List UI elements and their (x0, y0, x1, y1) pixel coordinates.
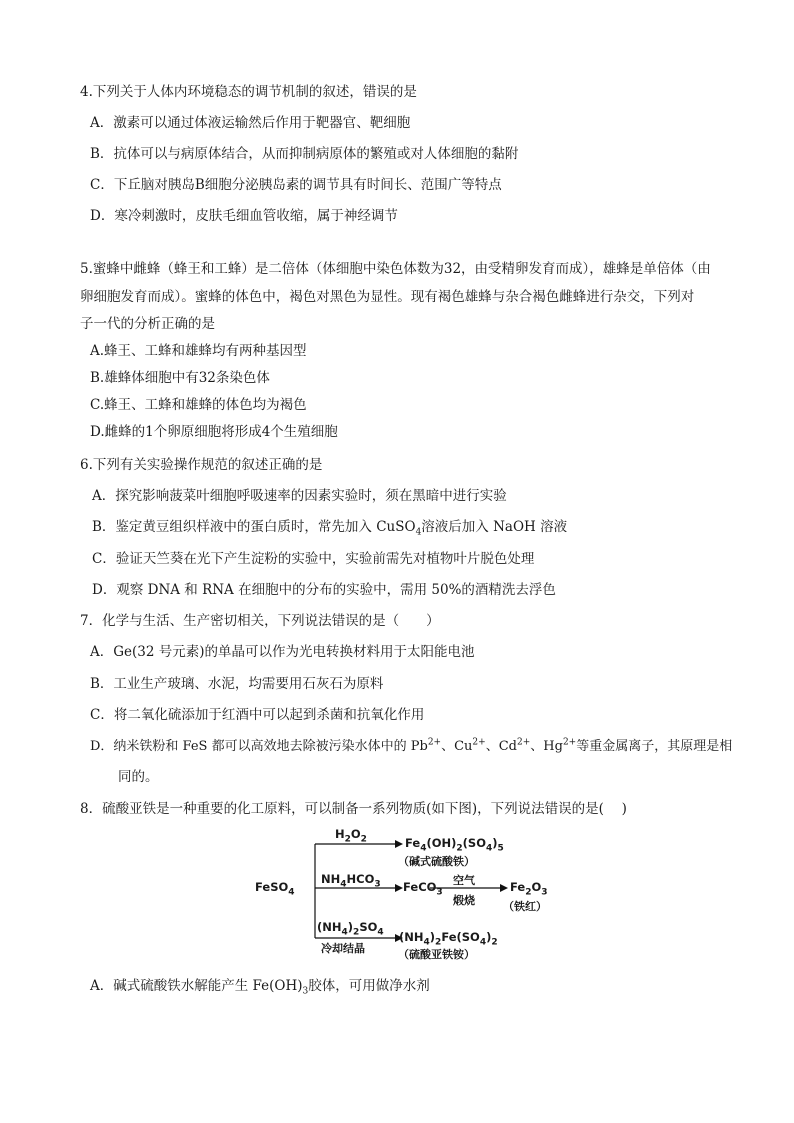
q6-stem: 6.下列有关实验操作规范的叙述正确的是 (80, 457, 323, 473)
q7-option-c: C．将二氧化硫添加于红酒中可以起到杀菌和抗氧化作用 (90, 707, 425, 723)
product-basic-ferric-sulfate-name: （碱式硫酸铁） (398, 855, 475, 868)
product-ammonium-ferrous-sulfate-name: （硫酸亚铁铵） (398, 948, 475, 961)
q4-stem: 4.下列关于人体内环境稳态的调节机制的叙述，错误的是 (80, 84, 417, 100)
condition-calcine: 煅烧 (453, 894, 475, 907)
product-basic-ferric-sulfate: $Fe_4(OH)_2(SO_4)_5$ (405, 836, 504, 854)
q6-option-a: A．探究影响菠菜叶细胞呼吸速率的因素实验时，须在黑暗中进行实验 (92, 488, 507, 504)
q5-option-c: C.蜂王、工蜂和雄蜂的体色均为褐色 (90, 397, 307, 413)
q7-option-d: D．纳米铁粉和 FeS 都可以高效地去除被污染水体中的 $Pb^{2+}$、$Cu^{2+}$、$Cd^{2+}$、$Hg^{2+}$等重金属离子，其原理是相 (90, 737, 733, 754)
condition-cool-crystallize: 冷却结晶 (321, 942, 365, 955)
q7-option-b: B．工业生产玻璃、水泥，均需要用石灰石为原料 (90, 676, 384, 692)
reaction-diagram (255, 822, 555, 964)
q6-option-b: B．鉴定黄豆组织样液中的蛋白质时，常先加入 CuSO$_4$溶液后加入 NaOH 溶液 (92, 519, 568, 538)
q7-option-a: A．Ge(32 号元素)的单晶可以作为光电转换材料用于太阳能电池 (90, 644, 475, 660)
product-fe2o3-name: （铁红） (503, 900, 547, 913)
q8-option-a: A．碱式硫酸铁水解能产生 $Fe(OH)_3$胶体，可用做净水剂 (90, 978, 430, 997)
q4-option-c: C．下丘脑对胰岛B细胞分泌胰岛素的调节具有时间长、范围广等特点 (90, 177, 502, 193)
q5-option-d: D.雌蜂的1个卵原细胞将形成4个生殖细胞 (90, 424, 338, 440)
q4-option-d: D．寒冷刺激时，皮肤毛细血管收缩，属于神经调节 (90, 208, 398, 224)
reagent-ammonium-sulfate: $(NH_4)_2SO_4$ (317, 920, 384, 938)
reagent-h2o2: $H_2O_2$ (335, 827, 367, 845)
q8-stem: 8．硫酸亚铁是一种重要的化工原料，可以制备一系列物质(如下图)，下列说法错误的是( ) (80, 801, 627, 817)
source-feso4: FeSO$_4$ (255, 880, 295, 898)
q4-option-b: B．抗体可以与病原体结合，从而抑制病原体的繁殖或对人体细胞的黏附 (90, 146, 519, 162)
q5-stem-line1: 5.蜜蜂中雌蜂（蜂王和工蜂）是二倍体（体细胞中染色体数为32，由受精卵发育而成），雄蜂是单倍体（由 (80, 261, 711, 277)
q5-stem-line3: 子一代的分析正确的是 (80, 316, 215, 332)
q6-option-c: C．验证天竺葵在光下产生淀粉的实验中，实验前需先对植物叶片脱色处理 (92, 551, 535, 567)
reagent-nh4hco3: $NH_4HCO_3$ (321, 872, 381, 890)
q5-stem-line2: 卵细胞发育而成）。蜜蜂的体色中，褐色对黑色为显性。现有褐色雄蜂与杂合褐色雌蜂进行杂交，下列对 (80, 289, 695, 305)
q6-option-d: D．观察 DNA 和 RNA 在细胞中的分布的实验中，需用 50%的酒精洗去浮色 (92, 582, 556, 598)
q7-option-d-continued: 同的。 (118, 769, 159, 785)
condition-air: 空气 (453, 874, 475, 887)
product-ammonium-ferrous-sulfate: $(NH_4)_2Fe(SO_4)_2$ (399, 930, 498, 948)
q5-option-b: B.雄蜂体细胞中有32条染色体 (90, 370, 270, 386)
product-feco3: FeCO$_3$ (403, 880, 443, 898)
product-fe2o3: $Fe_2O_3$ (510, 880, 548, 898)
q5-option-a: A.蜂王、工蜂和雄蜂均有两种基因型 (90, 343, 307, 359)
q7-stem: 7．化学与生活、生产密切相关，下列说法错误的是（ ） (80, 613, 440, 629)
q4-option-a: A．激素可以通过体液运输然后作用于靶器官、靶细胞 (90, 115, 411, 131)
